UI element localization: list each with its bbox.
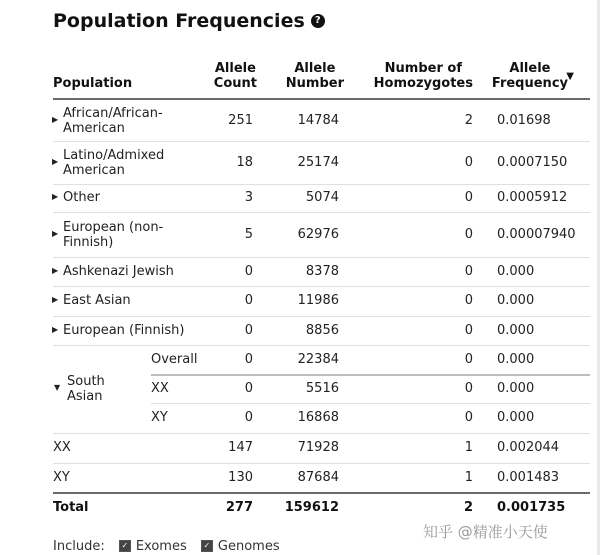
- row-allele-count: 5: [244, 227, 253, 242]
- header-allele-number[interactable]: [280, 56, 344, 98]
- subgroup-divider: [151, 403, 590, 404]
- row-homozygotes: 0: [464, 190, 473, 205]
- title-text: Population Frequencies: [53, 10, 305, 32]
- row-allele-frequency: 0.000: [497, 264, 535, 279]
- row-allele-number: 25174: [297, 155, 339, 170]
- population-name-south-asian[interactable]: South Asian: [67, 374, 105, 404]
- subrow-allele-frequency: 0.000: [497, 410, 535, 425]
- subrow-allele-number: 16868: [297, 410, 339, 425]
- expand-caret-icon[interactable]: ▶: [52, 192, 59, 201]
- population-name[interactable]: European (Finnish): [63, 323, 185, 338]
- row-allele-number: 11986: [297, 293, 339, 308]
- expand-caret-icon[interactable]: ▶: [52, 325, 59, 334]
- row-homozygotes: 0: [464, 293, 473, 308]
- population-name[interactable]: Ashkenazi Jewish: [63, 264, 174, 279]
- row-allele-count: 0: [244, 323, 253, 338]
- sort-descending-icon[interactable]: ▼: [566, 71, 574, 82]
- collapse-caret-icon[interactable]: ▼: [54, 383, 61, 392]
- expand-caret-icon[interactable]: ▶: [52, 157, 59, 166]
- row-divider: [53, 316, 590, 317]
- row-allele-number: 62976: [297, 227, 339, 242]
- header-allele-count[interactable]: [205, 56, 257, 98]
- row-allele-number: 5074: [305, 190, 339, 205]
- sexrow-allele-frequency: 0.002044: [497, 440, 560, 455]
- sexrow-homozygotes: 1: [464, 440, 473, 455]
- subrow-allele-count: 0: [244, 381, 253, 396]
- include-label: Include:: [53, 539, 105, 554]
- row-allele-frequency: 0.000: [497, 293, 535, 308]
- row-homozygotes: 0: [464, 227, 473, 242]
- row-divider: [53, 184, 590, 185]
- total-homozygotes: 2: [463, 500, 473, 515]
- subgroup-label: XX: [151, 381, 169, 396]
- subgroup-label: XY: [151, 410, 168, 425]
- row-allele-count: 3: [244, 190, 253, 205]
- exomes-label: Exomes: [135, 539, 187, 554]
- row-divider: [53, 286, 590, 287]
- genomes-label: Genomes: [217, 539, 280, 554]
- row-divider: [53, 141, 590, 142]
- include-filters: [53, 539, 280, 554]
- row-allele-frequency: 0.0005912: [497, 190, 568, 205]
- header-allele-frequency-label: Allele Frequency: [491, 61, 568, 91]
- subgroup-label: Overall: [151, 352, 198, 367]
- row-allele-count: 0: [244, 264, 253, 279]
- subrow-homozygotes: 0: [464, 410, 473, 425]
- total-allele-number: 159612: [284, 500, 339, 515]
- row-allele-number: 8378: [305, 264, 339, 279]
- row-allele-count: 0: [244, 293, 253, 308]
- total-divider: [53, 492, 590, 494]
- header-allele-frequency[interactable]: [491, 56, 590, 98]
- row-allele-frequency: 0.0007150: [497, 155, 568, 170]
- row-allele-count: 18: [236, 155, 253, 170]
- page-title: [53, 10, 325, 32]
- row-divider: [53, 257, 590, 258]
- population-name[interactable]: East Asian: [63, 293, 131, 308]
- expand-caret-icon[interactable]: ▶: [52, 295, 59, 304]
- subrow-allele-frequency: 0.000: [497, 381, 535, 396]
- expand-caret-icon[interactable]: ▶: [52, 266, 59, 275]
- header-population[interactable]: [53, 56, 173, 98]
- population-name[interactable]: African/African- American: [63, 106, 163, 136]
- exomes-checkbox[interactable]: ✓: [119, 540, 131, 552]
- subrow-homozygotes: 0: [464, 352, 473, 367]
- sexrow-allele-number: 87684: [297, 470, 339, 485]
- row-allele-count: 251: [228, 113, 253, 128]
- total-label: Total: [53, 500, 89, 515]
- row-divider: [53, 463, 590, 464]
- header-homozygotes[interactable]: [375, 56, 473, 98]
- row-allele-number: 8856: [305, 323, 339, 338]
- header-divider: [53, 98, 590, 100]
- population-name[interactable]: Latino/Admixed American: [63, 148, 165, 178]
- subrow-allele-frequency: 0.000: [497, 352, 535, 367]
- row-homozygotes: 2: [464, 113, 473, 128]
- sex-row-label: XY: [53, 470, 70, 485]
- subrow-allele-number: 22384: [297, 352, 339, 367]
- sex-row-label: XX: [53, 440, 71, 455]
- sexrow-allele-frequency: 0.001483: [497, 470, 560, 485]
- row-homozygotes: 0: [464, 155, 473, 170]
- subrow-allele-count: 0: [244, 352, 253, 367]
- row-allele-frequency: 0.01698: [497, 113, 551, 128]
- expand-caret-icon[interactable]: ▶: [52, 229, 59, 238]
- subgroup-divider: [151, 374, 590, 376]
- row-divider: [53, 433, 590, 434]
- sexrow-allele-count: 147: [228, 440, 253, 455]
- population-name[interactable]: European (non- Finnish): [63, 220, 164, 250]
- row-allele-number: 14784: [297, 113, 339, 128]
- sexrow-homozygotes: 1: [464, 470, 473, 485]
- header-allele-count-label: Allele Count: [213, 61, 257, 91]
- row-homozygotes: 0: [464, 264, 473, 279]
- row-allele-frequency: 0.00007940: [497, 227, 576, 242]
- row-divider: [53, 345, 590, 346]
- row-allele-frequency: 0.000: [497, 323, 535, 338]
- expand-caret-icon[interactable]: ▶: [52, 115, 59, 124]
- header-homozygotes-label: Number of Homozygotes: [373, 61, 473, 91]
- total-allele-frequency: 0.001735: [497, 500, 566, 515]
- sexrow-allele-count: 130: [228, 470, 253, 485]
- subrow-allele-number: 5516: [305, 381, 339, 396]
- genomes-checkbox[interactable]: ✓: [201, 540, 213, 552]
- row-divider: [53, 212, 590, 213]
- sexrow-allele-number: 71928: [297, 440, 339, 455]
- subrow-homozygotes: 0: [464, 381, 473, 396]
- question-circle-icon[interactable]: ?: [311, 14, 325, 28]
- header-population-label: Population: [53, 76, 133, 91]
- subrow-allele-count: 0: [244, 410, 253, 425]
- watermark: 知乎 @精准小天使: [423, 523, 548, 541]
- population-name[interactable]: Other: [63, 190, 100, 205]
- total-allele-count: 277: [225, 500, 253, 515]
- header-allele-number-label: Allele Number: [285, 61, 344, 91]
- row-homozygotes: 0: [464, 323, 473, 338]
